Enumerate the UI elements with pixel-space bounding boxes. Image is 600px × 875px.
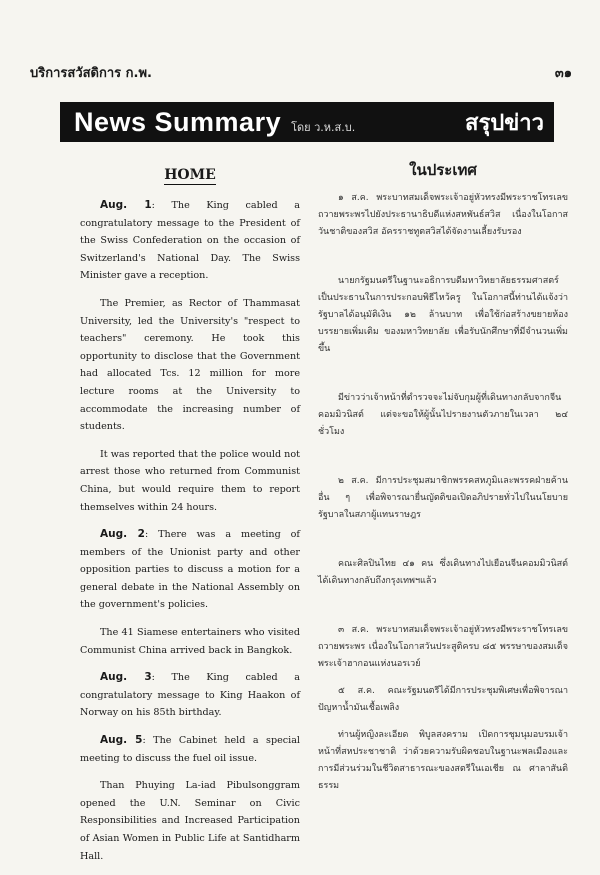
- news-item: The 41 Siamese entertainers who visited Communist China arrived back in Bangkok.: [80, 627, 300, 656]
- news-item: Aug. 3: The King cabled a congratulatory message to King Haakon of Norway on his 85th birthday.: [80, 671, 300, 719]
- news-item-thai: ๑ ส.ค. พระบาทสมเด็จพระเจ้าอยู่หัวทรงมีพระราชโทรเลขถวายพระพรไปยังประธานาธิบดีแห่งสหพันธ์สวิส เนื่องในโอกาสวันชาติของสวิส อัครราชทูตสวิสได้จัดงานเลี้ยงรับรอง: [318, 193, 568, 237]
- news-item-thai: ๒ ส.ค. มีการประชุมสมาชิกพรรคสหภูมิและพรรคฝ่ายค้านอื่น ๆ เพื่อพิจารณายื่นญัตติขอเปิดอภิปรายทั่วไปในนโยบายรัฐบาลในสภาผู้แทนราษฎร: [318, 476, 568, 520]
- publication-name: บริการสวัสดิการ ก.พ.: [30, 65, 152, 81]
- news-item: Than Phuying La-iad Pibulsonggram opened the U.N. Seminar on Civic Responsibilities and Increased Participation of Asian Women in Public Life at Santidharm Hall.: [80, 780, 300, 862]
- news-item: Aug. 2: There was a meeting of members of the Unionist party and other opposition parties to discuss a motion for a general debate in the National Assembly on the government's policies.: [80, 528, 300, 611]
- page-number: ๓๑: [554, 65, 572, 81]
- english-section-heading: HOME: [164, 167, 216, 183]
- running-header: [30, 62, 572, 82]
- thai-section-heading: ในประเทศ: [409, 161, 477, 179]
- news-item-thai: ท่านผู้หญิงละเอียด พิบูลสงคราม เปิดการชุมนุมอบรมเจ้าหน้าที่สหประชาชาติ ว่าด้วยความรับผิดชอบในฐานะพลเมืองและการมีส่วนร่วมในชีวิตสาธารณะของสตรีในเอเชีย ณ ศาลาสันติธรรม: [318, 730, 568, 791]
- english-column: [80, 160, 300, 875]
- banner-title-thai: สรุปข่าว: [465, 110, 544, 136]
- news-item-thai: นายกรัฐมนตรีในฐานะอธิการบดีมหาวิทยาลัยธรรมศาสตร์เป็นประธานในการประกอบพิธีไหว้ครู ในโอกาสนี้ท่านได้แจ้งว่า รัฐบาลได้อนุมัติเงิน ๑๒ ล้านบาท เพื่อใช้ก่อสร้างขยายห้องบรรยายเพิ่มเติม ของมหาวิทยาลัย เพื่อรับนักศึกษาที่มีจำนวนเพิ่มขึ้น: [318, 276, 568, 354]
- news-item-thai: ๕ ส.ค. คณะรัฐมนตรีได้มีการประชุมพิเศษเพื่อพิจารณาปัญหาน้ำมันเชื้อเพลิง: [318, 686, 568, 713]
- news-item: It was reported that the police would not arrest those who returned from Communist China, but would require them to report themselves within 24 hours.: [80, 448, 300, 513]
- news-item-thai: คณะศิลปินไทย ๔๑ คน ซึ่งเดินทางไปเยือนจีนคอมมิวนิสต์ ได้เดินทางกลับถึงกรุงเทพฯแล้ว: [318, 559, 568, 586]
- news-item: Aug. 1: The King cabled a congratulatory message to the President of the Swiss Confederation on the occasion of Switzerland's National Day. The Swiss Minister gave a reception.: [80, 199, 300, 282]
- banner-subtitle: โดย ว.ห.ส.บ.: [291, 121, 356, 134]
- news-item: The Premier, as Rector of Thammasat University, led the University's "respect to teachers" ceremony. He took this opportunity to disclose that the Government had allocated Tcs. 12 million for more lecture rooms at the University to accommodate the increasing number of students.: [80, 297, 300, 433]
- thai-column: [318, 160, 568, 805]
- section-banner: [60, 102, 554, 142]
- banner-title-english: News Summary: [74, 106, 282, 137]
- news-item: Aug. 5: The Cabinet held a special meeting to discuss the fuel oil issue.: [80, 734, 300, 764]
- news-item-thai: ๓ ส.ค. พระบาทสมเด็จพระเจ้าอยู่หัวทรงมีพระราชโทรเลขถวายพระพร เนื่องในโอกาสวันประสูติครบ ๘๕ พรรษาของสมเด็จพระเจ้าฮากอนแห่งนอรเวย์: [318, 625, 568, 669]
- news-item-thai: มีข่าวว่าเจ้าหน้าที่ตำรวจจะไม่จับกุมผู้ที่เดินทางกลับจากจีนคอมมิวนิสต์ แต่จะขอให้ผู้นั้นไปรายงานตัวภายในเวลา ๒๔ ชั่วโมง: [318, 393, 568, 437]
